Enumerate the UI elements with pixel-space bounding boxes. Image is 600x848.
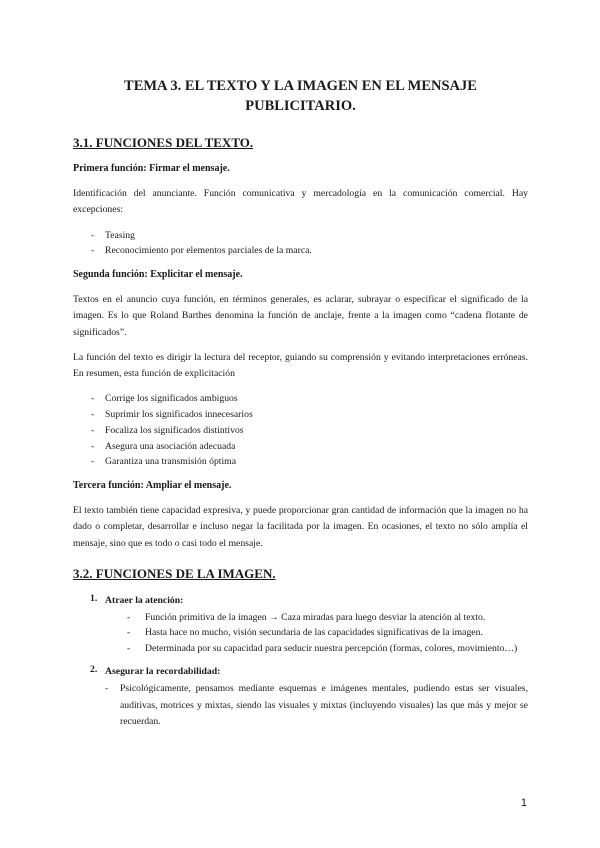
subheading-tercera-funcion: Tercera función: Ampliar el mensaje. xyxy=(73,480,232,491)
numbered-item xyxy=(73,593,528,657)
bullet-list xyxy=(73,228,528,259)
list-item: - Teasing xyxy=(73,228,528,244)
paragraph: La función del texto es dirigir la lectura del receptor, guiando su comprensión y evitando interpretaciones erróneas. En resumen, esta función de explicitación xyxy=(73,351,528,380)
paragraph: Textos en el anuncio cuya función, en términos generales, es aclarar, subrayar o especificar el significado de la imagen. Es lo que Roland Barthes denomina la función de anclaje, frente a la imagen como “cadena flotante de significados”. xyxy=(73,294,528,338)
section-heading-imagen: 3.2. FUNCIONES DE LA IMAGEN. xyxy=(73,565,276,581)
item-number: 2. xyxy=(90,664,98,676)
document-page xyxy=(73,76,528,736)
page-title: TEMA 3. EL TEXTO Y LA IMAGEN EN EL MENSAJE PUBLICITARIO. xyxy=(124,78,477,114)
item-title: Asegurar la recordabilidad: xyxy=(105,666,221,678)
sub-list xyxy=(105,681,528,730)
list-item: - Suprimir los significados innecesarios xyxy=(73,407,528,423)
list-item: - Asegura una asociación adecuada xyxy=(73,439,528,455)
paragraph: El texto también tiene capacidad expresiva, y puede proporcionar gran cantidad de información que la imagen no ha dado o completar, desarrollar e incluso negar la facilitada por la imagen. En ocasiones, el texto no sólo amplía el mensaje, sino que es todo o casi todo el mensaje. xyxy=(73,505,528,549)
page-number: 1 xyxy=(520,797,527,809)
list-item: - Reconocimiento por elementos parciales de la marca. xyxy=(73,243,528,259)
numbered-list xyxy=(73,593,528,730)
sub-item: - Determinada por su capacidad para seducir nuestra percepción (formas, colores, movimiento…) xyxy=(105,641,528,657)
list-item: - Garantiza una transmisión óptima xyxy=(73,454,528,470)
bullet-list xyxy=(73,391,528,470)
section-heading-texto: 3.1. FUNCIONES DEL TEXTO. xyxy=(73,135,254,150)
subheading-primera-funcion: Primera función: Firmar el mensaje. xyxy=(73,163,230,174)
sub-list xyxy=(105,610,528,657)
subheading-segunda-funcion: Segunda función: Explicitar el mensaje. xyxy=(73,269,243,280)
item-number: 1. xyxy=(90,592,98,604)
sub-item: - Psicológicamente, pensamos mediante esquemas e imágenes mentales, pudiendo estas ser visuales, auditivas, motrices y mixtas, siendo las visuales y mixtas (incluyendo visuales) las que más y mejor se recuerdan. xyxy=(105,681,528,730)
sub-item: - Hasta hace no mucho, visión secundaria de las capacidades significativas de la imagen. xyxy=(105,625,528,641)
list-item: - Corrige los significados ambiguos xyxy=(73,391,528,407)
paragraph: Identificación del anunciante. Función comunicativa y mercadología en la comunicación comercial. Hay excepciones: xyxy=(73,188,528,216)
sub-item: - Función primitiva de la imagen → Caza miradas para luego desviar la atención al texto. xyxy=(105,610,528,626)
item-title: Atraer la atención: xyxy=(105,594,184,606)
list-item: - Focaliza los significados distintivos xyxy=(73,423,528,439)
numbered-item xyxy=(73,664,528,730)
